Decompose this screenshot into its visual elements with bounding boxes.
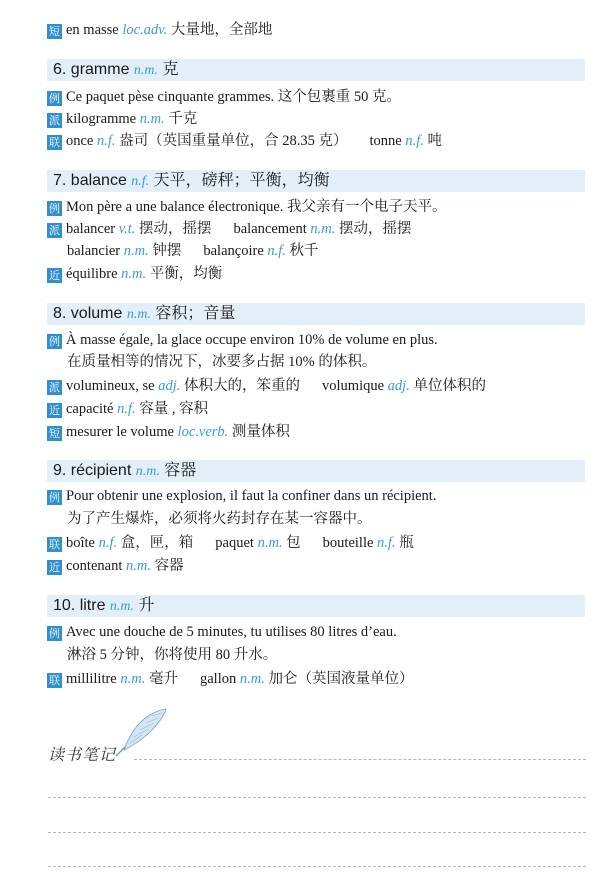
pos-label: n.f.: [97, 133, 116, 149]
derived-word: balancement: [233, 221, 307, 237]
related-recipient: [47, 533, 593, 553]
chinese-meaning: 加仑（英国液量单位）: [268, 671, 414, 687]
tag-pai: 派: [49, 224, 60, 237]
notes-line: [48, 797, 586, 798]
derived-gramme: [47, 109, 593, 129]
related-word: paquet: [215, 535, 254, 551]
heading-gramme: [47, 59, 585, 81]
example-translation: 这个包裹重 50 克。: [277, 89, 402, 105]
phrase-volume: [47, 422, 593, 442]
pos-label: n.m.: [133, 63, 159, 78]
derived-word: kilogramme: [66, 111, 137, 127]
heading-volume: [47, 303, 585, 325]
heading-balance: [47, 170, 585, 192]
headword: 7. balance: [53, 172, 127, 189]
pos-label: n.m.: [135, 464, 160, 479]
example-text: Pour obtenir une explosion, il faut la confiner dans un récipient.: [66, 488, 437, 504]
chinese-meaning: 测量体积: [231, 424, 290, 440]
pos-label: adj.: [158, 378, 181, 394]
chinese-meaning: 吨: [427, 133, 443, 149]
related-word: boîte: [66, 535, 95, 551]
chinese-meaning: 千克: [168, 111, 198, 127]
related-word: once: [66, 133, 94, 149]
synonym-word: contenant: [66, 558, 123, 574]
headword: 6. gramme: [53, 61, 130, 78]
example-recipient: [47, 486, 593, 506]
pos-label: n.f.: [131, 174, 150, 189]
chinese-meaning: 秋千: [289, 243, 319, 259]
chinese-meaning: 盒，匣，箱: [120, 535, 194, 551]
related-word: tonne: [369, 133, 402, 149]
chinese-meaning: 钟摆: [152, 243, 182, 259]
chinese-meaning: 摆动，摇摆: [339, 221, 412, 237]
derived-balance: [47, 219, 593, 239]
example-volume: [47, 330, 593, 350]
pos-label: n.f.: [405, 133, 424, 149]
chinese-meaning: 容量 , 容积: [139, 401, 209, 417]
derived-volume: [47, 376, 593, 396]
pos-label: n.m.: [126, 558, 151, 574]
example-translation: 在质量相等的情况下，冰要多占据 10% 的体积。: [67, 354, 377, 370]
headword: 8. volume: [53, 305, 123, 322]
chinese-meaning: 升: [138, 597, 155, 614]
related-word: bouteille: [322, 535, 374, 551]
notes-line: [134, 759, 586, 760]
derived-word: balancier: [67, 243, 121, 259]
chinese-meaning: 容积；音量: [155, 305, 236, 322]
tag-duan: 短: [49, 25, 60, 38]
headword: 9. récipient: [53, 462, 132, 479]
chinese-meaning: 容器: [154, 558, 184, 574]
example-translation: 我父亲有一个电子天平。: [287, 199, 447, 215]
related-gramme: [47, 131, 593, 151]
chinese-meaning: 盎司（英国重量单位，合 28.35 克）: [119, 133, 348, 149]
synonym-word: équilibre: [66, 266, 118, 282]
chinese-meaning: 容器: [164, 462, 197, 479]
heading-litre: [47, 595, 585, 617]
tag-duan: 短: [49, 427, 60, 440]
pos-label: n.m.: [123, 243, 149, 259]
tag-jin: 近: [49, 269, 60, 282]
tag-li: 例: [49, 491, 60, 504]
heading-recipient: [47, 460, 585, 482]
entry-en-masse: [47, 20, 593, 40]
headword: 10. litre: [53, 597, 106, 614]
example-text: Mon père a une balance électronique.: [66, 199, 284, 215]
pos-label: n.m.: [126, 307, 151, 322]
notes-line: [48, 832, 586, 833]
tag-jin: 近: [49, 404, 60, 417]
derived-word: balançoire: [203, 243, 264, 259]
pos-label: n.m.: [109, 599, 135, 614]
tag-li: 例: [49, 335, 60, 348]
example-text: Avec une douche de 5 minutes, tu utilises 80 litres d’eau.: [66, 624, 397, 640]
synonym-volume: [47, 399, 593, 419]
phrase-text: en masse: [66, 22, 119, 38]
chinese-meaning: 摆动，摇摆: [139, 221, 212, 237]
pos-label: n.f.: [117, 401, 136, 417]
pos-label: n.f.: [98, 535, 118, 551]
pos-label: n.m.: [257, 535, 283, 551]
example-text: Ce paquet pèse cinquante grammes.: [66, 89, 275, 105]
derived-word: volumineux, se: [66, 378, 155, 394]
pos-label: n.m.: [310, 221, 336, 237]
example-litre-translation: [67, 645, 593, 665]
related-word: gallon: [199, 671, 237, 687]
tag-lian: 联: [49, 538, 60, 551]
notes-line: [48, 866, 586, 867]
chinese-meaning: 平衡，均衡: [149, 266, 223, 282]
chinese-meaning: 体积大的，笨重的: [184, 378, 301, 394]
phrase-text: mesurer le volume: [66, 424, 174, 440]
tag-jin: 近: [49, 561, 60, 574]
pos-label: n.f.: [267, 243, 286, 259]
chinese-meaning: 大量地，全部地: [170, 22, 273, 38]
derived-balance-cont: [67, 241, 593, 261]
synonym-balance: [47, 264, 593, 284]
pos-label: n.m.: [120, 671, 146, 687]
chinese-meaning: 包: [286, 535, 301, 551]
tag-li: 例: [49, 627, 60, 640]
example-translation: 为了产生爆炸，必须将火药封存在某一容器中。: [67, 511, 372, 527]
tag-li: 例: [49, 202, 60, 215]
pos-label: n.m.: [139, 111, 165, 127]
tag-lian: 联: [49, 136, 60, 149]
example-balance: [47, 197, 593, 217]
example-recipient-translation: [67, 509, 593, 529]
example-volume-translation: [67, 352, 593, 372]
tag-lian: 联: [49, 674, 60, 687]
synonym-word: capacité: [66, 401, 114, 417]
pos-label: n.m.: [239, 671, 265, 687]
tag-pai: 派: [49, 114, 60, 127]
chinese-meaning: 天平，磅秤；平衡，均衡: [153, 172, 330, 189]
pos-label: n.f.: [377, 535, 396, 551]
chinese-meaning: 单位体积的: [413, 378, 486, 394]
chinese-meaning: 毫升: [148, 671, 178, 687]
pos-label: n.m.: [121, 266, 147, 282]
related-word: millilitre: [66, 671, 117, 687]
pos-label: loc.adv.: [122, 22, 168, 38]
synonym-recipient: [47, 556, 593, 576]
chinese-meaning: 克: [162, 61, 179, 78]
derived-word: volumique: [322, 378, 385, 394]
example-translation: 淋浴 5 分钟，你将使用 80 升水。: [67, 647, 278, 663]
pos-label: loc.verb.: [177, 424, 229, 440]
tag-pai: 派: [49, 381, 60, 394]
example-text: À masse égale, la glace occupe environ 10% de volume en plus.: [66, 332, 438, 348]
feather-quill-icon: [112, 706, 172, 758]
chinese-meaning: 瓶: [399, 535, 414, 551]
pos-label: adj.: [387, 378, 410, 394]
tag-li: 例: [49, 92, 60, 105]
example-litre: [47, 622, 593, 642]
pos-label: v.t.: [118, 221, 136, 237]
reading-notes-label: 读书笔记: [48, 745, 117, 764]
example-gramme: [47, 87, 593, 107]
derived-word: balancer: [66, 221, 116, 237]
related-litre: [47, 669, 593, 689]
